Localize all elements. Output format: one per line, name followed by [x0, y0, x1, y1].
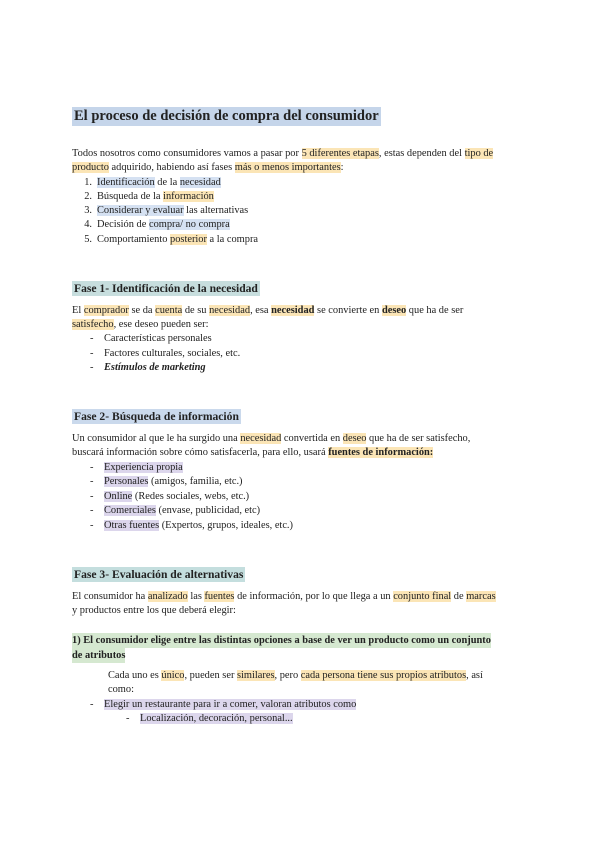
highlight: comprador — [83, 305, 129, 316]
intro-highlight: producto — [72, 162, 109, 173]
step-number: 2. — [84, 191, 92, 202]
intro-text: adquirido, habiendo así fases — [108, 162, 235, 173]
step-item — [72, 218, 230, 233]
highlight: similares — [237, 670, 275, 681]
section-heading-fase-3: Fase 3- Evaluación de alternativas — [74, 568, 244, 581]
step-text: a la compra — [206, 234, 259, 245]
step-highlight: Identificación — [97, 177, 155, 188]
highlight: necesidad — [240, 433, 282, 444]
step-text: Comportamiento — [97, 234, 171, 245]
highlight: marcas — [466, 591, 496, 602]
step-item — [72, 190, 214, 205]
bullet-item: - Factores culturales, sociales, etc. — [90, 348, 241, 359]
text: que ha de ser satisfecho, — [366, 433, 471, 444]
bullet-text: Factores culturales, sociales, etc. — [104, 348, 241, 359]
highlight: único — [161, 670, 185, 681]
step-highlight: información — [163, 191, 214, 202]
bullet-text: (Redes sociales, webs, etc.) — [132, 491, 250, 502]
fase3-c-line-2: como: — [108, 684, 134, 695]
fase2-line-1 — [72, 432, 470, 447]
highlight: necesidad — [271, 305, 315, 316]
page-title: El proceso de decisión de compra del consumidor — [74, 108, 379, 124]
text: de — [451, 591, 467, 602]
step-item — [72, 204, 248, 219]
fase3-line-1 — [72, 590, 496, 605]
intro-text: , estas dependen del — [378, 148, 465, 159]
bullet-text: (envase, publicidad, etc) — [155, 505, 261, 516]
section-heading-fase-2: Fase 2- Búsqueda de información — [74, 410, 239, 423]
bullet-item: - Estímulos de marketing — [90, 362, 206, 373]
bullet-text: Características personales — [104, 333, 212, 344]
highlight: fuentes — [204, 591, 235, 602]
fase1-line-2 — [72, 318, 208, 333]
bullet-item: - Online (Redes sociales, webs, etc.) — [90, 491, 250, 502]
bullet-highlight: Otras fuentes — [104, 520, 160, 531]
intro-text: : — [340, 162, 344, 173]
highlight: cuenta — [155, 305, 183, 316]
step-text: Decisión de — [97, 219, 149, 230]
bullet-item: - Otras fuentes (Expertos, grupos, ideales, etc.) — [90, 520, 293, 531]
text: , así — [466, 670, 483, 681]
intro-text: Todos nosotros como consumidores vamos a pasar por — [72, 148, 302, 159]
bullet-highlight: Personales — [104, 476, 149, 487]
highlight: conjunto final — [393, 591, 452, 602]
text: El consumidor ha — [72, 591, 148, 602]
highlight: analizado — [147, 591, 188, 602]
intro-highlight: tipo de — [464, 148, 494, 159]
highlight: fuentes de información: — [328, 447, 434, 458]
sub-bullet-item: - Localización, decoración, personal... — [126, 713, 293, 724]
fase3-c-line-1 — [108, 669, 483, 684]
highlight: cada persona tiene sus propios atributos — [300, 670, 467, 681]
step-item — [72, 233, 258, 248]
bullet-text: Estímulos de marketing — [104, 362, 206, 373]
intro-line-1 — [72, 147, 493, 162]
step-item — [72, 176, 221, 191]
text: , ese deseo pueden ser: — [113, 319, 209, 330]
fase3-line-2 — [72, 604, 236, 619]
subheading-line-1: 1) El consumidor elige entre las distintas opciones a base de ver un producto como un conjunto — [72, 635, 491, 646]
text: buscará información sobre cómo satisfacerla, para ello, usará — [72, 447, 329, 458]
bullet-text: (Expertos, grupos, ideales, etc.) — [159, 520, 293, 531]
text: convertida en — [281, 433, 343, 444]
bullet-highlight: Experiencia propia — [104, 462, 183, 473]
step-text: Búsqueda de la — [97, 191, 164, 202]
text: las — [187, 591, 205, 602]
text: se da — [128, 305, 156, 316]
bullet-text: (amigos, familia, etc.) — [148, 476, 243, 487]
text: , pueden ser — [184, 670, 237, 681]
step-text: de la — [154, 177, 180, 188]
step-highlight: Considerar y evaluar — [97, 205, 184, 216]
text: Un consumidor al que le ha surgido una — [72, 433, 241, 444]
text: de información, por lo que llega a un — [234, 591, 394, 602]
highlight: necesidad — [209, 305, 251, 316]
text: , esa — [250, 305, 272, 316]
step-number: 3. — [84, 205, 92, 216]
bullet-item: - Comerciales (envase, publicidad, etc) — [90, 505, 261, 516]
step-number: 5. — [84, 234, 92, 245]
bullet-item: - Personales (amigos, familia, etc.) — [90, 476, 243, 487]
bullet-highlight: Elegir un restaurante para ir a comer, valoran atributos como — [104, 699, 357, 710]
bullet-item: - Características personales — [90, 333, 212, 344]
fase1-line-1 — [72, 304, 463, 319]
text: y productos entre los que deberá elegir: — [72, 605, 236, 616]
text: , pero — [274, 670, 301, 681]
step-highlight: posterior — [170, 234, 207, 245]
section-heading-fase-1: Fase 1- Identificación de la necesidad — [74, 282, 258, 295]
text: El — [72, 305, 84, 316]
text: que ha de ser — [406, 305, 464, 316]
bullet-highlight: Comerciales — [104, 505, 156, 516]
step-text: las alternativas — [183, 205, 249, 216]
intro-highlight: más o menos importantes — [234, 162, 341, 173]
step-highlight: necesidad — [179, 177, 221, 188]
step-number: 4. — [84, 219, 92, 230]
highlight: satisfecho — [72, 319, 114, 330]
bullet-item: - Experiencia propia — [90, 462, 183, 473]
step-highlight: compra/ no compra — [148, 219, 230, 230]
fase2-line-2 — [72, 446, 433, 461]
step-number: 1. — [84, 177, 92, 188]
bullet-highlight: Online — [104, 491, 133, 502]
bullet-item: - Elegir un restaurante para ir a comer, valoran atributos como — [90, 699, 357, 710]
highlight: deseo — [342, 433, 367, 444]
sub-bullet-highlight: Localización, decoración, personal... — [140, 713, 293, 724]
text: de su — [182, 305, 210, 316]
intro-highlight: 5 diferentes etapas — [301, 148, 379, 159]
text: se convierte en — [314, 305, 382, 316]
subheading-line-2: de atributos — [72, 650, 126, 661]
intro-line-2 — [72, 161, 344, 176]
highlight: deseo — [381, 305, 407, 316]
text: Cada uno es — [108, 670, 162, 681]
